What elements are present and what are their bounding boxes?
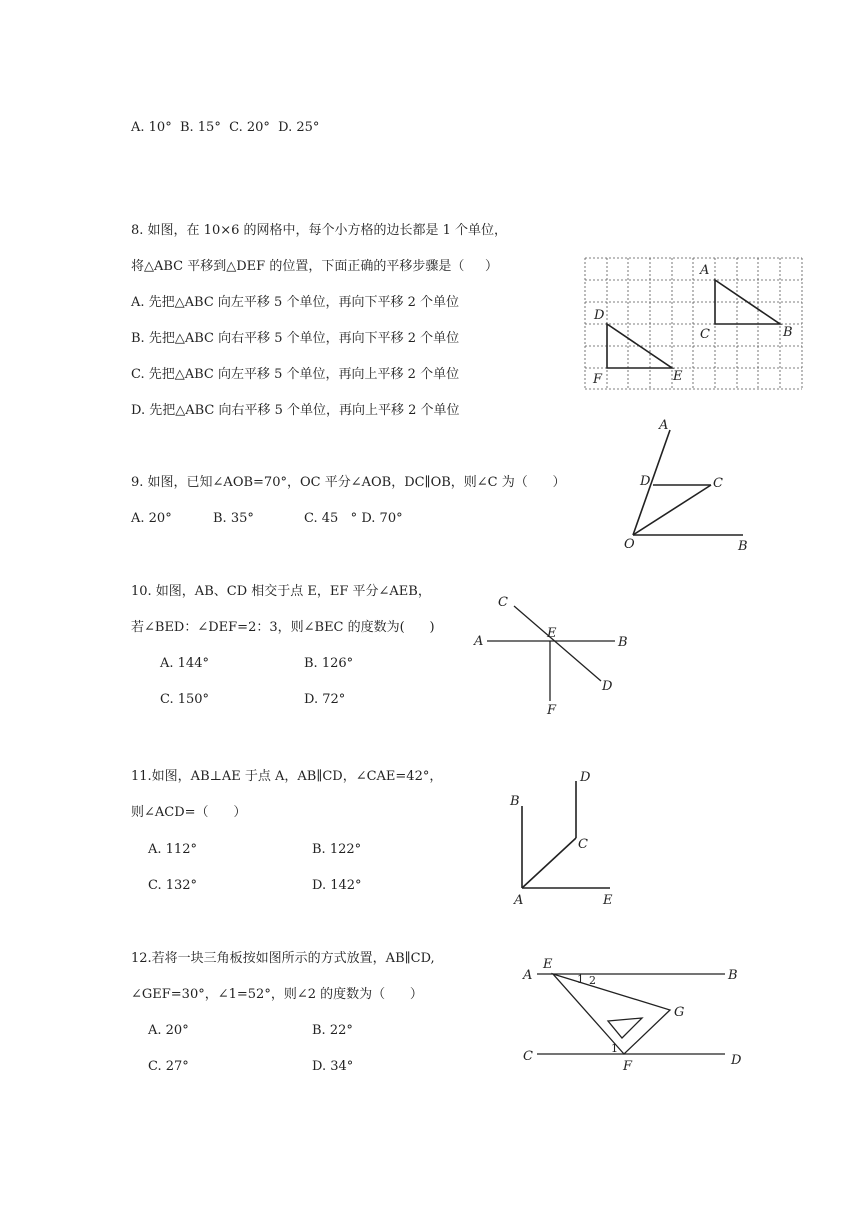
q9-label-d: D <box>640 474 651 489</box>
q8-stem-line1: 8. 如图，在 10×6 的网格中，每个小方格的边长都是 1 个单位， <box>131 223 508 238</box>
q10-option-a: A. 144° <box>160 656 209 671</box>
q8-label-f: F <box>593 372 603 387</box>
q9-label-o: O <box>624 537 635 552</box>
q10-intersecting-lines-figure <box>468 590 638 720</box>
q12-label-e: E <box>543 957 553 972</box>
q12-angle-2-label: 2 <box>589 974 596 987</box>
q11-label-b: B <box>510 794 520 809</box>
q8-label-d: D <box>594 308 605 323</box>
q9-option-a: A. 20° <box>131 511 172 526</box>
q12-label-f: F <box>623 1059 633 1074</box>
q8-label-b: B <box>783 325 793 340</box>
q10-option-c: C. 150° <box>160 692 210 707</box>
q9-option-cd: C. 45 ° D. 70° <box>304 511 403 526</box>
q8-label-c: C <box>700 327 710 342</box>
q12-angle-1-label: 1 <box>577 973 584 986</box>
q12-label-a: A <box>523 968 533 983</box>
q8-option-d: D. 先把△ABC 向右平移 5 个单位，再向上平移 2 个单位 <box>131 403 460 418</box>
q10-label-b: B <box>618 635 628 650</box>
q9-label-a: A <box>659 418 669 433</box>
q8-stem-line2: 将△ABC 平移到△DEF 的位置，下面正确的平移步骤是（ ） <box>131 259 498 274</box>
q11-option-b: B. 122° <box>312 842 362 857</box>
q10-stem-line1: 10. 如图，AB、CD 相交于点 E，EF 平分∠AEB， <box>131 584 431 599</box>
q11-perpendicular-figure <box>500 764 630 912</box>
q9-option-b: B. 35° <box>213 511 254 526</box>
q10-option-b: B. 126° <box>304 656 354 671</box>
q12-label-g: G <box>674 1005 685 1020</box>
q8-option-a: A. 先把△ABC 向左平移 5 个单位，再向下平移 2 个单位 <box>131 295 459 310</box>
q12-angle-1b-label: 1 <box>611 1042 618 1055</box>
q12-option-d: D. 34° <box>312 1059 354 1074</box>
q11-label-c: C <box>578 837 588 852</box>
q12-option-b: B. 22° <box>312 1023 353 1038</box>
q8-grid-figure <box>580 252 810 394</box>
q11-option-a: A. 112° <box>148 842 197 857</box>
q10-option-d: D. 72° <box>304 692 346 707</box>
q11-stem-line1: 11.如图，AB⊥AE 于点 A，AB∥CD，∠CAE=42°， <box>131 769 443 784</box>
q12-option-a: A. 20° <box>148 1023 189 1038</box>
q9-stem: 9. 如图，已知∠AOB=70°，OC 平分∠AOB，DC∥OB，则∠C 为（ ） <box>131 475 566 490</box>
q11-label-e: E <box>603 893 613 908</box>
q10-label-a: A <box>474 634 484 649</box>
q9-label-b: B <box>738 539 748 554</box>
q12-label-b: B <box>728 968 738 983</box>
q10-label-d: D <box>602 679 613 694</box>
q8-label-e: E <box>673 369 683 384</box>
q8-option-c: C. 先把△ABC 向左平移 5 个单位，再向上平移 2 个单位 <box>131 367 460 382</box>
q10-label-f: F <box>547 703 557 718</box>
q12-set-square-figure <box>515 954 755 1076</box>
q12-label-c: C <box>523 1049 533 1064</box>
q12-label-d: D <box>731 1053 742 1068</box>
q11-option-d: D. 142° <box>312 878 362 893</box>
q11-label-d: D <box>580 770 591 785</box>
q10-stem-line2: 若∠BED：∠DEF=2：3，则∠BEC 的度数为( ) <box>131 620 435 635</box>
q7-options: A. 10° B. 15° C. 20° D. 25° <box>131 120 320 135</box>
q11-option-c: C. 132° <box>148 878 198 893</box>
q9-label-c: C <box>713 476 723 491</box>
q10-label-e: E <box>547 626 557 641</box>
q8-label-a: A <box>700 263 710 278</box>
q9-angle-figure <box>618 414 760 554</box>
q11-label-a: A <box>514 893 524 908</box>
q12-stem-line1: 12.若将一块三角板按如图所示的方式放置，AB∥CD, <box>131 951 435 966</box>
q10-label-c: C <box>498 595 508 610</box>
q12-stem-line2: ∠GEF=30°，∠1=52°，则∠2 的度数为（ ） <box>131 987 423 1002</box>
q8-option-b: B. 先把△ABC 向右平移 5 个单位，再向下平移 2 个单位 <box>131 331 460 346</box>
q12-option-c: C. 27° <box>148 1059 189 1074</box>
q11-stem-line2: 则∠ACD=（ ） <box>131 805 247 820</box>
